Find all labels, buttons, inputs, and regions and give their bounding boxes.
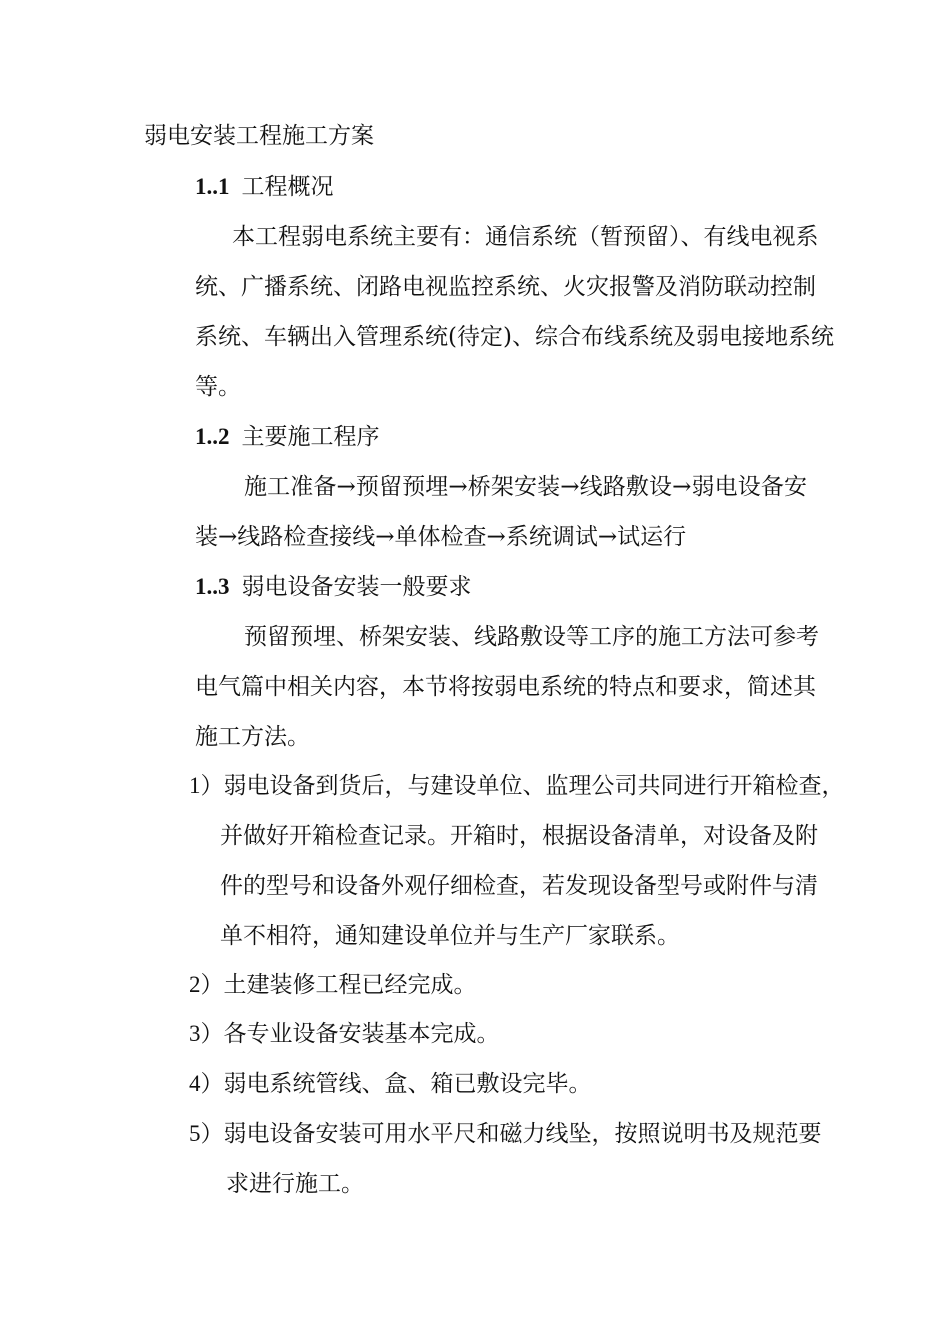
list-item-1 (189, 771, 845, 801)
list-item-text: 弱电设备安装可用水平尺和磁力线坠，按照说明书及规范要 (223, 1121, 822, 1147)
list-item-2 (189, 970, 477, 1000)
list-item-continuation: 并做好开箱检查记录。开箱时，根据设备清单，对设备及附 (220, 823, 818, 849)
section-heading-text: 主要施工程序 (241, 424, 380, 450)
section-heading-text: 工程概况 (241, 174, 334, 200)
list-marker: 5） (189, 1121, 224, 1146)
list-marker: 4） (189, 1071, 224, 1096)
section-heading-1 (195, 172, 334, 202)
list-item-3 (189, 1019, 500, 1049)
section-heading-text: 弱电设备安装一般要求 (241, 574, 472, 600)
list-item-continuation: 单不相符，通知建设单位并与生产厂家联系。 (220, 923, 680, 949)
document-title: 弱电安装工程施工方案 (144, 123, 374, 149)
list-item-text: 弱电设备到货后，与建设单位、监理公司共同进行开箱检查， (223, 773, 845, 799)
section-number: 1..3 (195, 574, 230, 599)
list-item-5 (189, 1119, 822, 1149)
section-number: 1..1 (195, 174, 230, 199)
list-marker: 3） (189, 1021, 224, 1046)
paragraph-line: 电气篇中相关内容，本节将按弱电系统的特点和要求，简述其 (195, 674, 816, 700)
list-item-text: 土建装修工程已经完成。 (223, 972, 477, 998)
section-number: 1..2 (195, 424, 230, 449)
paragraph-line: 施工方法。 (195, 724, 310, 750)
paragraph-line: 预留预埋、桥架安装、线路敷设等工序的施工方法可参考 (244, 624, 819, 650)
paragraph-line: 系统、车辆出入管理系统(待定)、综合布线系统及弱电接地系统 (195, 324, 834, 350)
list-item-continuation: 求进行施工。 (226, 1171, 364, 1197)
list-item-continuation: 件的型号和设备外观仔细检查，若发现设备型号或附件与清 (220, 873, 818, 899)
list-item-4 (189, 1069, 592, 1099)
paragraph-line: 统、广播系统、闭路电视监控系统、火灾报警及消防联动控制 (195, 274, 816, 300)
list-item-text: 弱电系统管线、盒、箱已敷设完毕。 (223, 1071, 592, 1097)
paragraph-line: 等。 (195, 374, 241, 400)
list-marker: 1） (189, 773, 224, 798)
paragraph-line: 装→线路检查接线→单体检查→系统调试→试运行 (195, 524, 687, 550)
list-item-text: 各专业设备安装基本完成。 (223, 1021, 500, 1047)
section-heading-2 (195, 422, 380, 452)
section-heading-3 (195, 572, 472, 602)
paragraph-line: 施工准备→预留预埋→桥架安装→线路敷设→弱电设备安 (244, 474, 807, 500)
paragraph-line: 本工程弱电系统主要有：通信系统（暂预留）、有线电视系 (232, 224, 819, 250)
list-marker: 2） (189, 972, 224, 997)
